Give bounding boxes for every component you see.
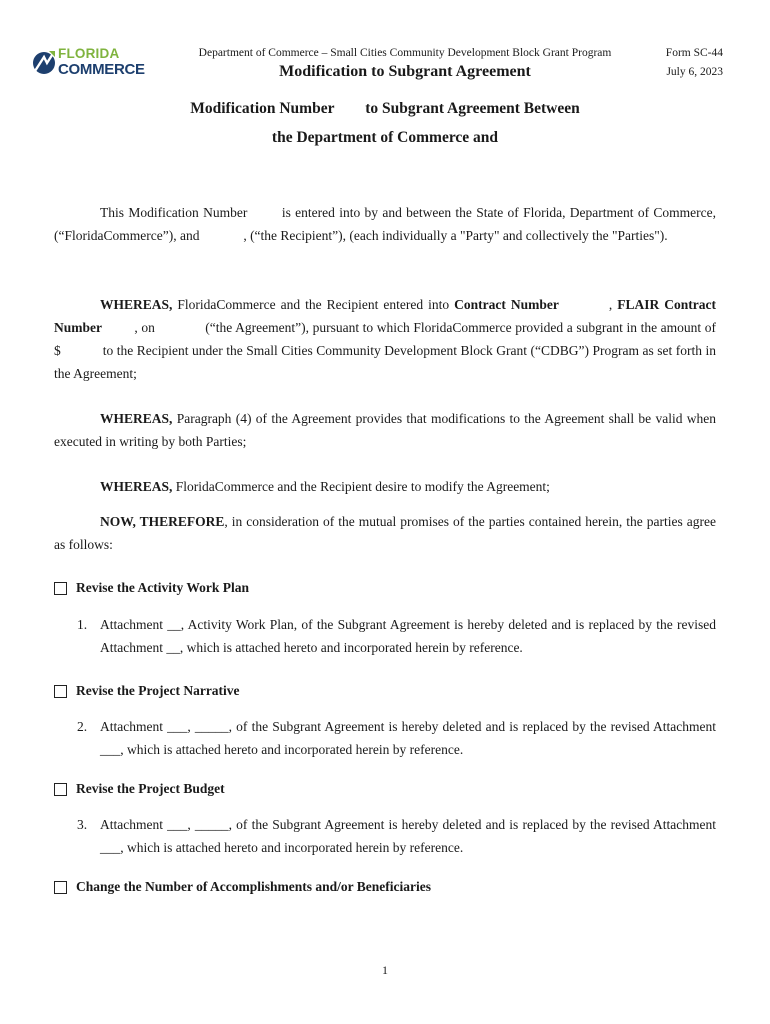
whereas-paragraph-3 [54, 475, 716, 498]
whereas-lead: WHEREAS, [100, 411, 173, 426]
now-therefore-text: , in consideration of the mutual promises of the parties contained herein, the parties agree as follows: [54, 514, 716, 552]
doc-title-line2: the Department of Commerce and [271, 129, 499, 146]
whereas-lead: WHEREAS, [100, 297, 173, 312]
list-item [77, 715, 716, 761]
form-title: Modification to Subgrant Agreement [279, 63, 531, 80]
whereas-1-text-b: , [558, 297, 618, 312]
checkbox-label: Change the Number of Accomplishments and/or Beneficiaries [76, 879, 431, 894]
flair-contract-label: FLAIR Contract Number [54, 297, 720, 335]
list-item [77, 813, 716, 859]
whereas-paragraph-1 [54, 293, 720, 385]
checkbox-accomplishments-beneficiaries[interactable] [54, 879, 431, 895]
logo-mark-icon [32, 49, 56, 75]
checkbox-project-narrative[interactable] [54, 683, 240, 699]
form-date: July 6, 2023 [666, 66, 723, 78]
whereas-3-text: FloridaCommerce and the Recipient desire to modify the Agreement; [172, 479, 550, 494]
checkbox-icon[interactable] [54, 685, 67, 698]
floridacommerce-logo [32, 47, 162, 79]
item-number: 3. [77, 817, 88, 832]
whereas-1-text-c: , on (“the Agreement”), pursuant to which FloridaCommerce provided a subgrant in the amount of $ to the Recipient under the Small Cities Community Development Block Grant (“CDBG”) Program as set forth in the Agreement; [54, 320, 720, 381]
checkbox-project-budget[interactable] [54, 781, 225, 797]
checkbox-activity-work-plan[interactable] [54, 580, 249, 596]
program-name: Department of Commerce – Small Cities Community Development Block Grant Program [198, 47, 612, 59]
logo-text-commerce: COMMERCE [58, 60, 145, 78]
intro-text: This Modification Number is entered into by and between the State of Florida, Department of Commerce, (“FloridaCommerce”), and , (“the Recipient”), (each individually a "Party" and collectively the "Parties"). [54, 205, 720, 243]
checkbox-icon[interactable] [54, 783, 67, 796]
contract-number-label: Contract Number [454, 297, 559, 312]
list-item [77, 613, 716, 659]
page-number: 1 [382, 963, 388, 977]
intro-paragraph [54, 201, 720, 247]
whereas-paragraph-2 [54, 407, 716, 453]
item-text: Attachment ___, _____, of the Subgrant Agreement is hereby deleted and is replaced by the revised Attachment ___, which is attached hereto and incorporated herein by reference. [100, 817, 716, 855]
item-number: 2. [77, 719, 88, 734]
now-therefore-paragraph [54, 510, 716, 556]
whereas-2-text: Paragraph (4) of the Agreement provides that modifications to the Agreement shall be valid when executed in writing by both Parties; [54, 411, 716, 449]
item-text: Attachment __, Activity Work Plan, of the Subgrant Agreement is hereby deleted and is replaced by the revised Attachment __, which is attached hereto and incorporated herein by reference. [100, 617, 716, 655]
checkbox-label: Revise the Project Budget [76, 781, 225, 796]
checkbox-icon[interactable] [54, 881, 67, 894]
item-text: Attachment ___, _____, of the Subgrant Agreement is hereby deleted and is replaced by the revised Attachment ___, which is attached hereto and incorporated herein by reference. [100, 719, 716, 757]
form-number: Form SC-44 [665, 47, 723, 59]
checkbox-icon[interactable] [54, 582, 67, 595]
checkbox-label: Revise the Project Narrative [76, 683, 240, 698]
now-therefore-lead: NOW, THEREFORE [100, 514, 225, 529]
whereas-lead: WHEREAS, [100, 479, 173, 494]
logo-text-florida: FLORIDA [58, 46, 120, 61]
checkbox-label: Revise the Activity Work Plan [76, 580, 249, 595]
item-number: 1. [77, 617, 88, 632]
doc-title-line1: Modification Number to Subgrant Agreement Between [190, 100, 580, 117]
whereas-1-text-a: FloridaCommerce and the Recipient entered into [172, 297, 455, 312]
